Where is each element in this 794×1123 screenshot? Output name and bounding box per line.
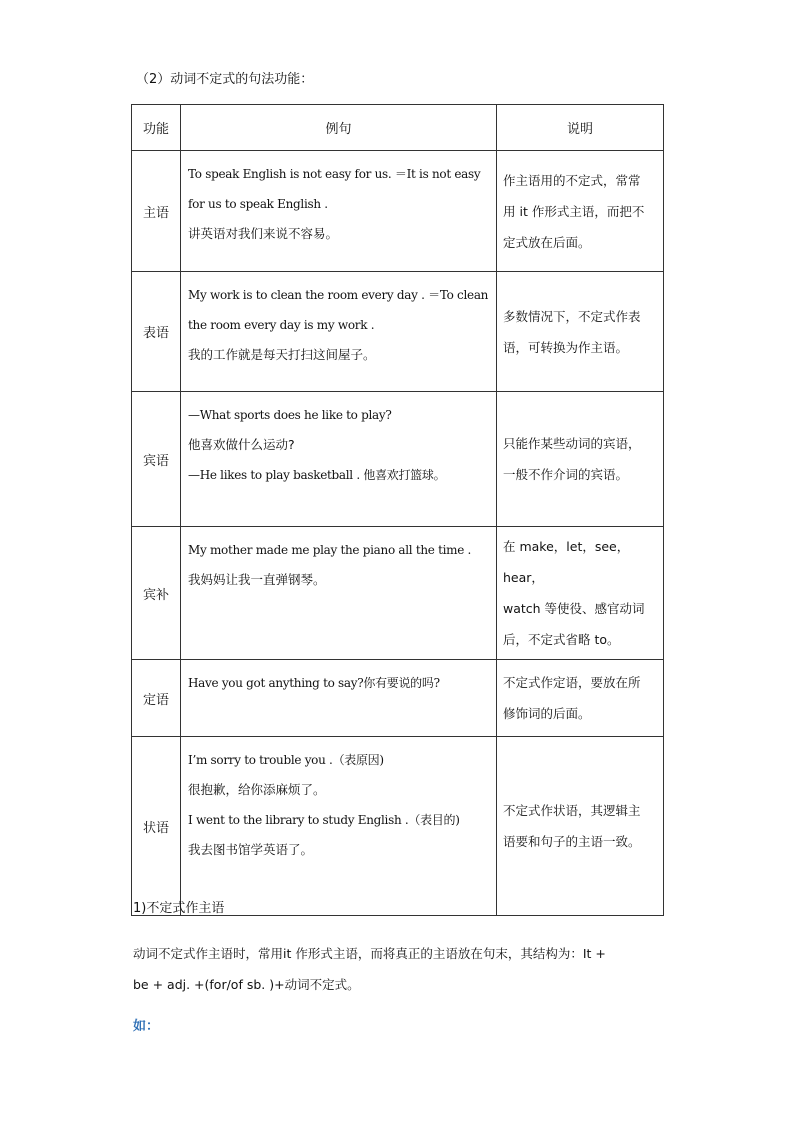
note-cell [497, 151, 664, 272]
example-line: 他喜欢做什么运动? [188, 437, 295, 452]
header-note: 说明 [497, 105, 664, 151]
infinitive-function-table [131, 104, 664, 916]
table-row [132, 527, 664, 660]
example-line: To speak English is not easy for us. ＝It is not easy [188, 167, 481, 181]
note-line: 在 make，let，see，hear， [503, 539, 630, 585]
function-cell: 表语 [132, 272, 181, 392]
example-line: I’m sorry to trouble you .（表原因) [188, 753, 384, 767]
example-line: Have you got anything to say?你有要说的吗? [188, 676, 440, 690]
subheading: 1)不定式作主语 [133, 901, 225, 916]
example-line: I went to the library to study English .（表目的) [188, 813, 460, 827]
note-line: 修饰词的后面。 [503, 706, 591, 721]
example-line: —He likes to play basketball . 他喜欢打篮球。 [188, 468, 446, 482]
table-header-row [132, 105, 664, 151]
example-cell [181, 527, 497, 660]
table-row [132, 392, 664, 527]
example-line: —What sports does he like to play? [188, 408, 392, 422]
function-cell: 宾补 [132, 527, 181, 660]
note-line: 只能作某些动词的宾语， [503, 436, 641, 451]
note-cell [497, 660, 664, 737]
explanation-paragraph [133, 938, 668, 1000]
table-row [132, 272, 664, 392]
function-cell: 宾语 [132, 392, 181, 527]
function-cell: 定语 [132, 660, 181, 737]
example-line: 我妈妈让我一直弹钢琴。 [188, 572, 326, 587]
example-line: 很抱歉，给你添麻烦了。 [188, 782, 326, 797]
note-line: 不定式作状语，其逻辑主 [503, 803, 641, 818]
example-line: the room every day is my work . [188, 318, 375, 332]
section-heading: （2）动词不定式的句法功能： [136, 72, 314, 87]
note-line: 多数情况下，不定式作表 [503, 308, 641, 324]
note-cell [497, 527, 664, 660]
note-line: 用 it 作形式主语，而把不 [503, 203, 645, 219]
header-example: 例句 [181, 105, 497, 151]
note-line: 定式放在后面。 [503, 234, 591, 250]
table-row [132, 737, 664, 916]
note-cell [497, 392, 664, 527]
table-row [132, 151, 664, 272]
note-line: 语，可转换为作主语。 [503, 339, 629, 355]
example-line: My work is to clean the room every day . ＝To clean [188, 288, 489, 302]
paragraph-line: be + adj. +(for/of sb. )+动词不定式。 [133, 977, 360, 992]
example-line: 我的工作就是每天打扫这间屋子。 [188, 347, 376, 362]
example-cell [181, 660, 497, 737]
function-cell: 主语 [132, 151, 181, 272]
example-line: 讲英语对我们来说不容易。 [188, 226, 339, 241]
note-cell [497, 272, 664, 392]
example-cell [181, 737, 497, 916]
example-cell [181, 392, 497, 527]
note-line: 不定式作定语，要放在所 [503, 675, 641, 690]
note-line: watch 等使役、感官动词 [503, 601, 645, 616]
note-line: 作主语用的不定式，常常 [503, 172, 641, 188]
header-function: 功能 [132, 105, 181, 151]
paragraph-line: 动词不定式作主语时，常用it 作形式主语，而将真正的主语放在句末，其结构为：It + [133, 946, 606, 961]
note-line: 语要和句子的主语一致。 [503, 834, 641, 849]
example-line: My mother made me play the piano all the time . [188, 543, 472, 557]
example-line: for us to speak English . [188, 197, 328, 211]
note-cell [497, 737, 664, 916]
example-cell [181, 151, 497, 272]
example-line: 我去图书馆学英语了。 [188, 842, 314, 857]
example-cell [181, 272, 497, 392]
note-line: 后，不定式省略 to。 [503, 632, 620, 647]
note-line: 一般不作介词的宾语。 [503, 467, 629, 482]
example-label: 如： [133, 1019, 160, 1034]
table-row [132, 660, 664, 737]
function-cell: 状语 [132, 737, 181, 916]
